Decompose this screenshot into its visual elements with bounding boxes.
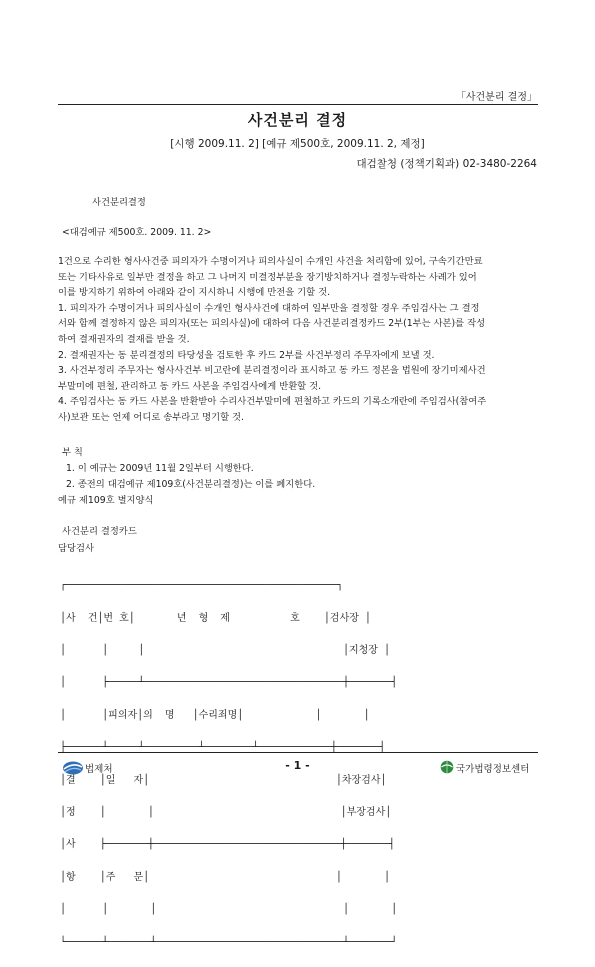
document-category-tag: 「사건분리 결정」 — [455, 92, 537, 103]
footer-source: 국가법령정보센터 — [456, 764, 530, 775]
appendix-item: 1. 이 예규는 2009년 11월 2일부터 시행한다. — [66, 463, 254, 474]
body-line: 1. 피의자가 수명이거나 피의사실이 수개인 형사사건에 대하여 일부만을 결정할 경우 주임검사는 그 결정 — [58, 302, 480, 314]
body-line: 1건으로 수리한 형사사건중 피의자가 수명이거나 피의사실이 수개인 사건을 처리함에 있어, 구속기간만료 — [58, 256, 483, 267]
table-line: │ │ │ │지청장 │ — [60, 645, 391, 657]
enforcement-info: [시행 2009.11. 2] [예규 제500호, 2009.11. 2, 제정] — [170, 138, 425, 150]
body-line: 2. 결재권자는 동 분리결정의 타당성을 검토한 후 카드 2부를 사건부정리 주무자에게 보낼 것. — [58, 349, 435, 361]
table-line: │ ├─────┴─────────────────────────────────┼───────┤ — [60, 677, 398, 689]
body-text — [58, 254, 543, 426]
card-subtitle: 담당검사 — [58, 543, 94, 554]
card-title: 사건분리 결정카드 — [62, 526, 137, 537]
page-title: 사건분리 결정 — [247, 111, 348, 129]
table-line: └──────┴───────┴───────────────────────────────┴───────┘ — [60, 936, 398, 948]
table-line: │사 ├───────┼───────────────────────────────┼───────┤ — [60, 839, 395, 851]
law-info-center-logo-icon — [440, 759, 454, 778]
table-line: │항 │주 문│ │ │ — [60, 871, 391, 883]
form-reference: 예규 제109호 별지양식 — [58, 495, 154, 506]
table-line: ├──────┴─────┴─────────┴────────┴────────────┼───────┤ — [60, 742, 386, 754]
table-line: │정 │ │ │부장검사│ — [60, 807, 392, 819]
table-line: │ │ │ │ │ — [60, 904, 398, 916]
table-line: ┌─────────────────────────────────────────────┐ — [60, 580, 343, 592]
table-line: │사 건│번 호│ 년 형 제 호 │검사장 │ — [60, 612, 371, 624]
body-line: 4. 주임검사는 동 카드 사본을 반환받아 수리사건부말미에 편철하고 카드의 기록소개란에 주임검사(참여주 — [58, 396, 487, 408]
body-line: 또는 기타사유로 일부만 결정을 하고 그 나머지 미결정부분을 장기방치하거나 결정누락하는 사례가 있어 — [58, 271, 477, 283]
table-line: │결 │일 자│ │차장검사│ — [60, 774, 387, 786]
footer-rule — [58, 752, 538, 753]
footer-publisher: 법제처 — [85, 764, 113, 775]
body-line: 이를 방지하기 위하여 아래와 같이 지시하니 시행에 만전을 기할 것. — [58, 287, 331, 299]
body-line: 사)보관 또는 언제 어디로 송부라고 명기할 것. — [58, 411, 244, 423]
page-number: - 1 - — [285, 759, 310, 772]
appendix-title: 부 칙 — [62, 447, 83, 458]
section-heading: 사건분리결정 — [92, 197, 146, 208]
body-line: 서와 함께 결정하지 않은 피의자(또는 피의사실)에 대하여 다음 사건분리결정카드 2부(1부는 사본)를 작성 — [58, 318, 486, 330]
header-rule — [58, 104, 538, 105]
body-line: 하여 결재권자의 결재를 받을 것. — [58, 333, 190, 345]
table-line: │ │피의자│의 명 │수리죄명│ │ │ — [60, 709, 370, 721]
body-line: 3. 사건부정리 주무자는 형사사건부 비고란에 분리결정이라 표시하고 동 카드 정본을 법원에 장기미제사건 — [58, 365, 486, 377]
body-line: 부말미에 편철, 관리하고 동 카드 사본을 주임검사에게 반환할 것. — [58, 380, 322, 392]
appendix-item: 2. 종전의 대검예규 제109호(사건분리결정)는 이를 폐지한다. — [66, 479, 316, 490]
regulation-reference: <대검예규 제500호. 2009. 11. 2> — [62, 227, 212, 238]
agency-contact: 대검찰청 (정책기획과) 02-3480-2264 — [356, 158, 537, 170]
